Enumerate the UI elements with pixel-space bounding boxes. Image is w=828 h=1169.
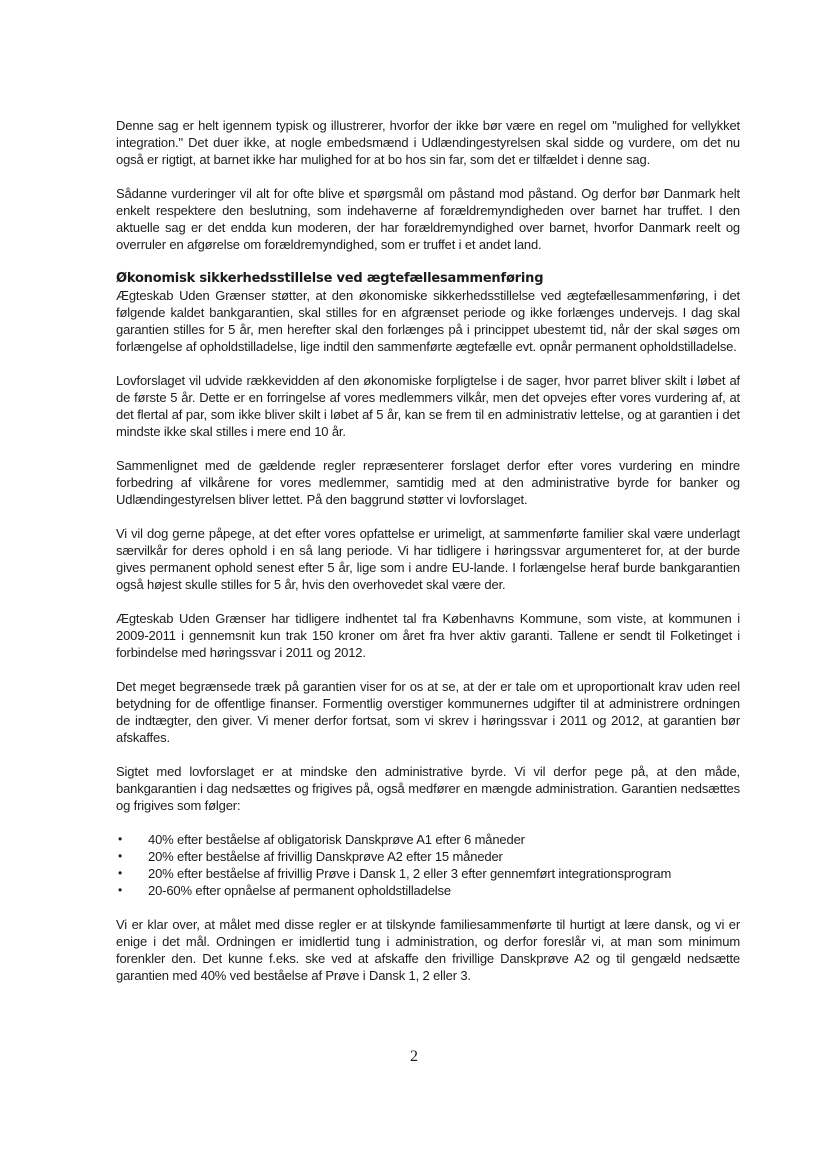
paragraph-8: Det meget begrænsede træk på garantien viser for os at se, at der er tale om et uproportionalt krav uden reel betydning for de offentlige finanser. Formentlig overstiger kommunernes udgifter til at administrere ordningen de indtægter, den giver. Vi mener derfor fortsat, som vi skrev i høringssvar i 2011 og 2012, at garantien bør afskaffes. [116, 679, 740, 745]
list-item [116, 882, 740, 899]
paragraph-6: Vi vil dog gerne påpege, at det efter vores opfattelse er urimeligt, at sammenførte familier skal være underlagt særvilkår for deres ophold i en så lang periode. Vi har tidligere i høringssvar argumenteret for, at der burde gives permanent ophold senest efter 5 år, lige som i andre EU-lande. I forlængelse heraf burde bankgarantien også højest skulle stilles for 5 år, hvis den overhovedet skal være der. [116, 526, 740, 592]
paragraph-1: Denne sag er helt igennem typisk og illustrerer, hvorfor der ikke bør være en regel om "mulighed for vellykket integration." Det duer ikke, at nogle embedsmænd i Udlændingestyrelsen skal sidde og vurdere, om det nu også er rigtigt, at barnet ikke har mulighed for at bo hos sin far, som det er tilfældet i denne sag. [116, 118, 740, 167]
paragraph-3: Ægteskab Uden Grænser støtter, at den økonomiske sikkerhedsstillelse ved ægtefællesammenføring, i det følgende kaldet bankgarantien, skal stilles for en afgrænset periode og ikke forlænges undervejs. I dag skal garantien stilles for 5 år, men herefter skal den forlænges på i princippet ubestemt tid, når der skal søges om forlængelse af opholdstilladelse, lige indtil den sammenførte ægtefælle evt. opnår permanent opholdstilladelse. [116, 288, 740, 354]
bullet-icon: • [118, 883, 123, 897]
paragraph-5: Sammenlignet med de gældende regler repræsenterer forslaget derfor efter vores vurdering en mindre forbedring af vilkårene for vores medlemmer, samtidig med at den administrative byrde for banker og Udlændingestyrelsen bliver lettet. På den baggrund støtter vi lovforslaget. [116, 458, 740, 507]
paragraph-7: Ægteskab Uden Grænser har tidligere indhentet tal fra Københavns Kommune, som viste, at kommunen i 2009-2011 i gennemsnit kun trak 150 kroner om året fra hver aktiv garanti. Tallene er sendt til Folketinget i forbindelse med høringssvar i 2011 og 2012. [116, 611, 740, 660]
list-item-text: 20% efter beståelse af frivillig Prøve i Dansk 1, 2 eller 3 efter gennemført integrationsprogram [148, 866, 672, 881]
bullet-icon: • [118, 866, 123, 880]
paragraph-9: Sigtet med lovforslaget er at mindske den administrative byrde. Vi vil derfor pege på, at den måde, bankgarantien i dag nedsættes og frigives på, også medfører en mængde administration. Garantien nedsættes og frigives som følger: [116, 764, 740, 813]
bullet-icon: • [118, 832, 123, 846]
page-number: 2 [410, 1048, 418, 1065]
list-item-text: 40% efter beståelse af obligatorisk Danskprøve A1 efter 6 måneder [148, 832, 525, 847]
paragraph-2: Sådanne vurderinger vil alt for ofte blive et spørgsmål om påstand mod påstand. Og derfor bør Danmark helt enkelt respektere den beslutning, som indehaverne af forældremyndigheden over barnet har truffet. I den aktuelle sag er det endda kun moderen, der har forældremyndighed over barnet, hvorfor Danmark reelt og overruler en afgørelse om forældremyndighed, som er truffet i et andet land. [116, 186, 740, 252]
list-item [116, 831, 740, 848]
document-page [116, 117, 740, 1001]
list-item [116, 865, 740, 882]
list-item-text: 20% efter beståelse af frivillig Danskprøve A2 efter 15 måneder [148, 849, 503, 864]
section-heading: Økonomisk sikkerhedsstillelse ved ægtefællesammenføring [116, 271, 544, 286]
paragraph-4: Lovforslaget vil udvide rækkevidden af den økonomiske forpligtelse i de sager, hvor parret bliver skilt i løbet af de første 5 år. Dette er en forringelse af vores medlemmers vilkår, men det opvejes efter vores vurdering af, at det flertal af par, som ikke bliver skilt i løbet af 5 år, kan se frem til en administrativ lettelse, og at garantien i det mindste ikke skal stilles i mere end 10 år. [116, 373, 740, 439]
list-item-text: 20-60% efter opnåelse af permanent opholdstilladelse [148, 883, 451, 898]
paragraph-10: Vi er klar over, at målet med disse regler er at tilskynde familiesammenførte til hurtigt at lære dansk, og vi er enige i det mål. Ordningen er imidlertid tung i administration, og derfor foreslår vi, at man som minimum forenkler den. Det kunne f.eks. ske ved at afskaffe den frivillige Danskprøve A2 og til gengæld nedsætte garantien med 40% ved beståelse af Prøve i Dansk 1, 2 eller 3. [116, 917, 740, 983]
bullet-list [116, 831, 740, 899]
bullet-icon: • [118, 849, 123, 863]
list-item [116, 848, 740, 865]
